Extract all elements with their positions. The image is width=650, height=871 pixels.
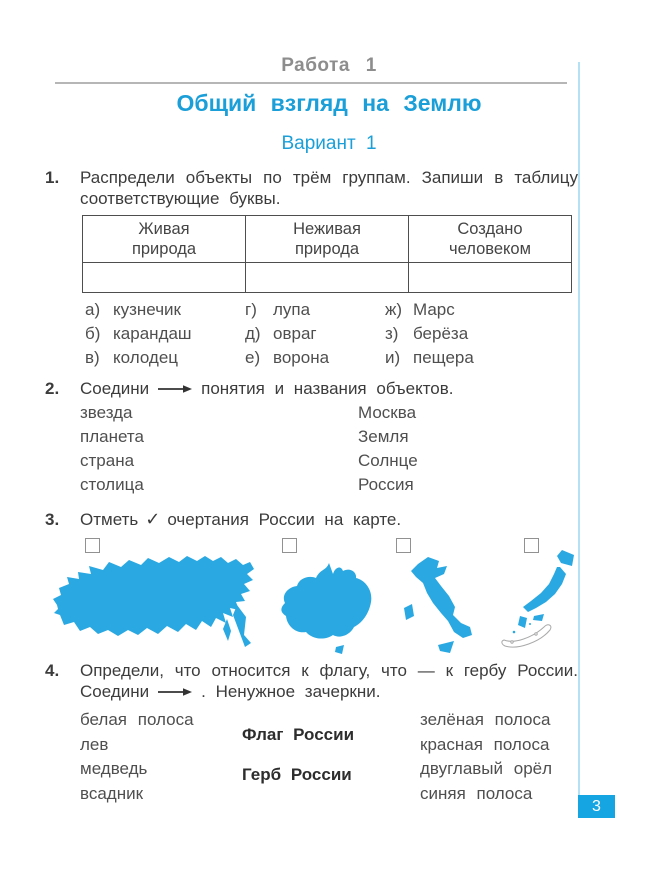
concepts-column bbox=[80, 401, 358, 497]
instruction-text: . Ненужное зачеркни. bbox=[201, 682, 381, 701]
attribute-item[interactable]: медведь bbox=[80, 759, 148, 778]
option-item bbox=[385, 324, 578, 348]
option-word: овраг bbox=[273, 324, 317, 343]
attribute-item[interactable]: белая полоса bbox=[80, 710, 194, 729]
option-word: колодец bbox=[113, 348, 179, 367]
answer-cell-manmade[interactable] bbox=[409, 263, 572, 293]
option-letter: в) bbox=[85, 348, 100, 367]
header-line: Живая bbox=[138, 220, 190, 238]
concept-item[interactable]: планета bbox=[80, 427, 144, 446]
name-item[interactable]: Москва bbox=[358, 403, 417, 422]
concept-item[interactable]: звезда bbox=[80, 403, 133, 422]
concept-item[interactable]: столица bbox=[80, 475, 144, 494]
attribute-item[interactable]: синяя полоса bbox=[420, 783, 533, 803]
task-3-number: 3. bbox=[45, 510, 60, 529]
option-letter: б) bbox=[85, 324, 101, 343]
header-divider bbox=[55, 82, 567, 84]
maps-row bbox=[45, 538, 650, 658]
variant-label: Вариант 1 bbox=[281, 133, 377, 154]
header-cell-nonliving-nature bbox=[246, 216, 409, 263]
options-list bbox=[85, 300, 578, 372]
option-letter: е) bbox=[245, 348, 261, 367]
flag-emblem-columns bbox=[80, 708, 578, 806]
instruction-text: Отметь bbox=[80, 510, 139, 529]
option-letter: д) bbox=[245, 324, 261, 343]
option-item bbox=[245, 324, 385, 348]
table-header-row bbox=[83, 216, 572, 263]
header-cell-living-nature bbox=[83, 216, 246, 263]
instruction-text: очертания России на карте. bbox=[167, 510, 402, 529]
option-item bbox=[245, 348, 385, 372]
task-4-number: 4. bbox=[45, 661, 60, 680]
header-line: человеком bbox=[449, 240, 531, 258]
flag-of-russia-label[interactable]: Флаг России bbox=[242, 725, 355, 744]
attribute-item[interactable]: лев bbox=[80, 734, 109, 754]
option-word: Марс bbox=[413, 300, 455, 319]
option-letter: з) bbox=[385, 324, 399, 343]
option-word: лупа bbox=[273, 300, 311, 319]
right-attributes-column bbox=[420, 708, 578, 806]
option-letter: а) bbox=[85, 300, 101, 319]
option-word: пещера bbox=[413, 348, 474, 367]
option-letter: и) bbox=[385, 348, 401, 367]
header-cell-manmade bbox=[409, 216, 572, 263]
task-3-instruction bbox=[80, 509, 578, 530]
map-checkbox-australia[interactable] bbox=[282, 538, 297, 553]
italy-map-silhouette bbox=[398, 555, 480, 661]
page-number-badge: 3 bbox=[578, 795, 615, 818]
task-2 bbox=[45, 378, 578, 497]
map-checkbox-italy[interactable] bbox=[396, 538, 411, 553]
emblem-of-russia-label[interactable]: Герб России bbox=[242, 765, 352, 784]
header-line: природа bbox=[131, 240, 197, 258]
work-label: Работа 1 bbox=[281, 55, 377, 76]
instruction-text: понятия и названия объектов. bbox=[201, 379, 454, 398]
option-word: кузнечик bbox=[113, 300, 181, 319]
name-item[interactable]: Россия bbox=[358, 475, 414, 494]
page-header bbox=[40, 55, 618, 155]
attribute-item[interactable]: красная полоса bbox=[420, 734, 550, 754]
attribute-item[interactable]: зелёная полоса bbox=[420, 710, 551, 729]
option-item bbox=[85, 348, 245, 372]
option-letter: ж) bbox=[385, 300, 403, 319]
header-line: Неживая bbox=[293, 220, 361, 238]
names-column bbox=[358, 401, 418, 497]
groups-table bbox=[82, 215, 572, 293]
option-item bbox=[85, 300, 245, 324]
attribute-item[interactable]: всадник bbox=[80, 783, 144, 803]
name-item[interactable]: Солнце bbox=[358, 451, 418, 470]
answer-cell-living-nature[interactable] bbox=[83, 263, 246, 293]
task-1-instruction: Распредели объекты по трём группам. Запиши в таблицу соответствующие буквы. bbox=[80, 168, 578, 208]
instruction-text: Определи, что относится к флагу, что — к гербу России. Соедини bbox=[80, 661, 578, 701]
option-word: берёза bbox=[413, 324, 469, 343]
japan-map-silhouette bbox=[498, 548, 583, 653]
option-item bbox=[85, 324, 245, 348]
australia-map-silhouette bbox=[272, 561, 378, 657]
answer-cell-nonliving-nature[interactable] bbox=[246, 263, 409, 293]
matching-lists bbox=[80, 401, 578, 497]
task-2-instruction bbox=[80, 378, 578, 399]
header-line: природа bbox=[294, 240, 360, 258]
option-letter: г) bbox=[245, 300, 257, 319]
center-targets-column bbox=[242, 708, 420, 806]
left-attributes-column bbox=[80, 708, 242, 806]
task-1-number: 1. bbox=[45, 168, 60, 187]
task-3 bbox=[45, 509, 578, 530]
task-4 bbox=[45, 660, 578, 806]
task-4-instruction bbox=[80, 660, 578, 702]
name-item[interactable]: Земля bbox=[358, 427, 409, 446]
map-checkbox-russia[interactable] bbox=[85, 538, 100, 553]
russia-map-silhouette bbox=[51, 555, 256, 655]
option-word: ворона bbox=[273, 348, 330, 367]
task-2-number: 2. bbox=[45, 379, 60, 398]
island-chain-outline bbox=[502, 625, 551, 647]
table-answer-row bbox=[83, 263, 572, 293]
attribute-item[interactable]: двуглавый орёл bbox=[420, 759, 553, 778]
page-title: Общий взгляд на Землю bbox=[176, 90, 482, 116]
instruction-text: Соедини bbox=[80, 379, 150, 398]
option-item bbox=[385, 300, 578, 324]
connect-arrow-icon bbox=[157, 384, 193, 394]
task-1 bbox=[45, 167, 578, 372]
check-mark-icon: ✓ bbox=[145, 509, 161, 530]
connect-arrow-icon bbox=[157, 687, 193, 697]
option-item bbox=[385, 348, 578, 372]
concept-item[interactable]: страна bbox=[80, 451, 135, 470]
page-edge-line bbox=[578, 62, 580, 795]
option-word: карандаш bbox=[113, 324, 192, 343]
header-line: Создано bbox=[457, 220, 523, 238]
option-item bbox=[245, 300, 385, 324]
